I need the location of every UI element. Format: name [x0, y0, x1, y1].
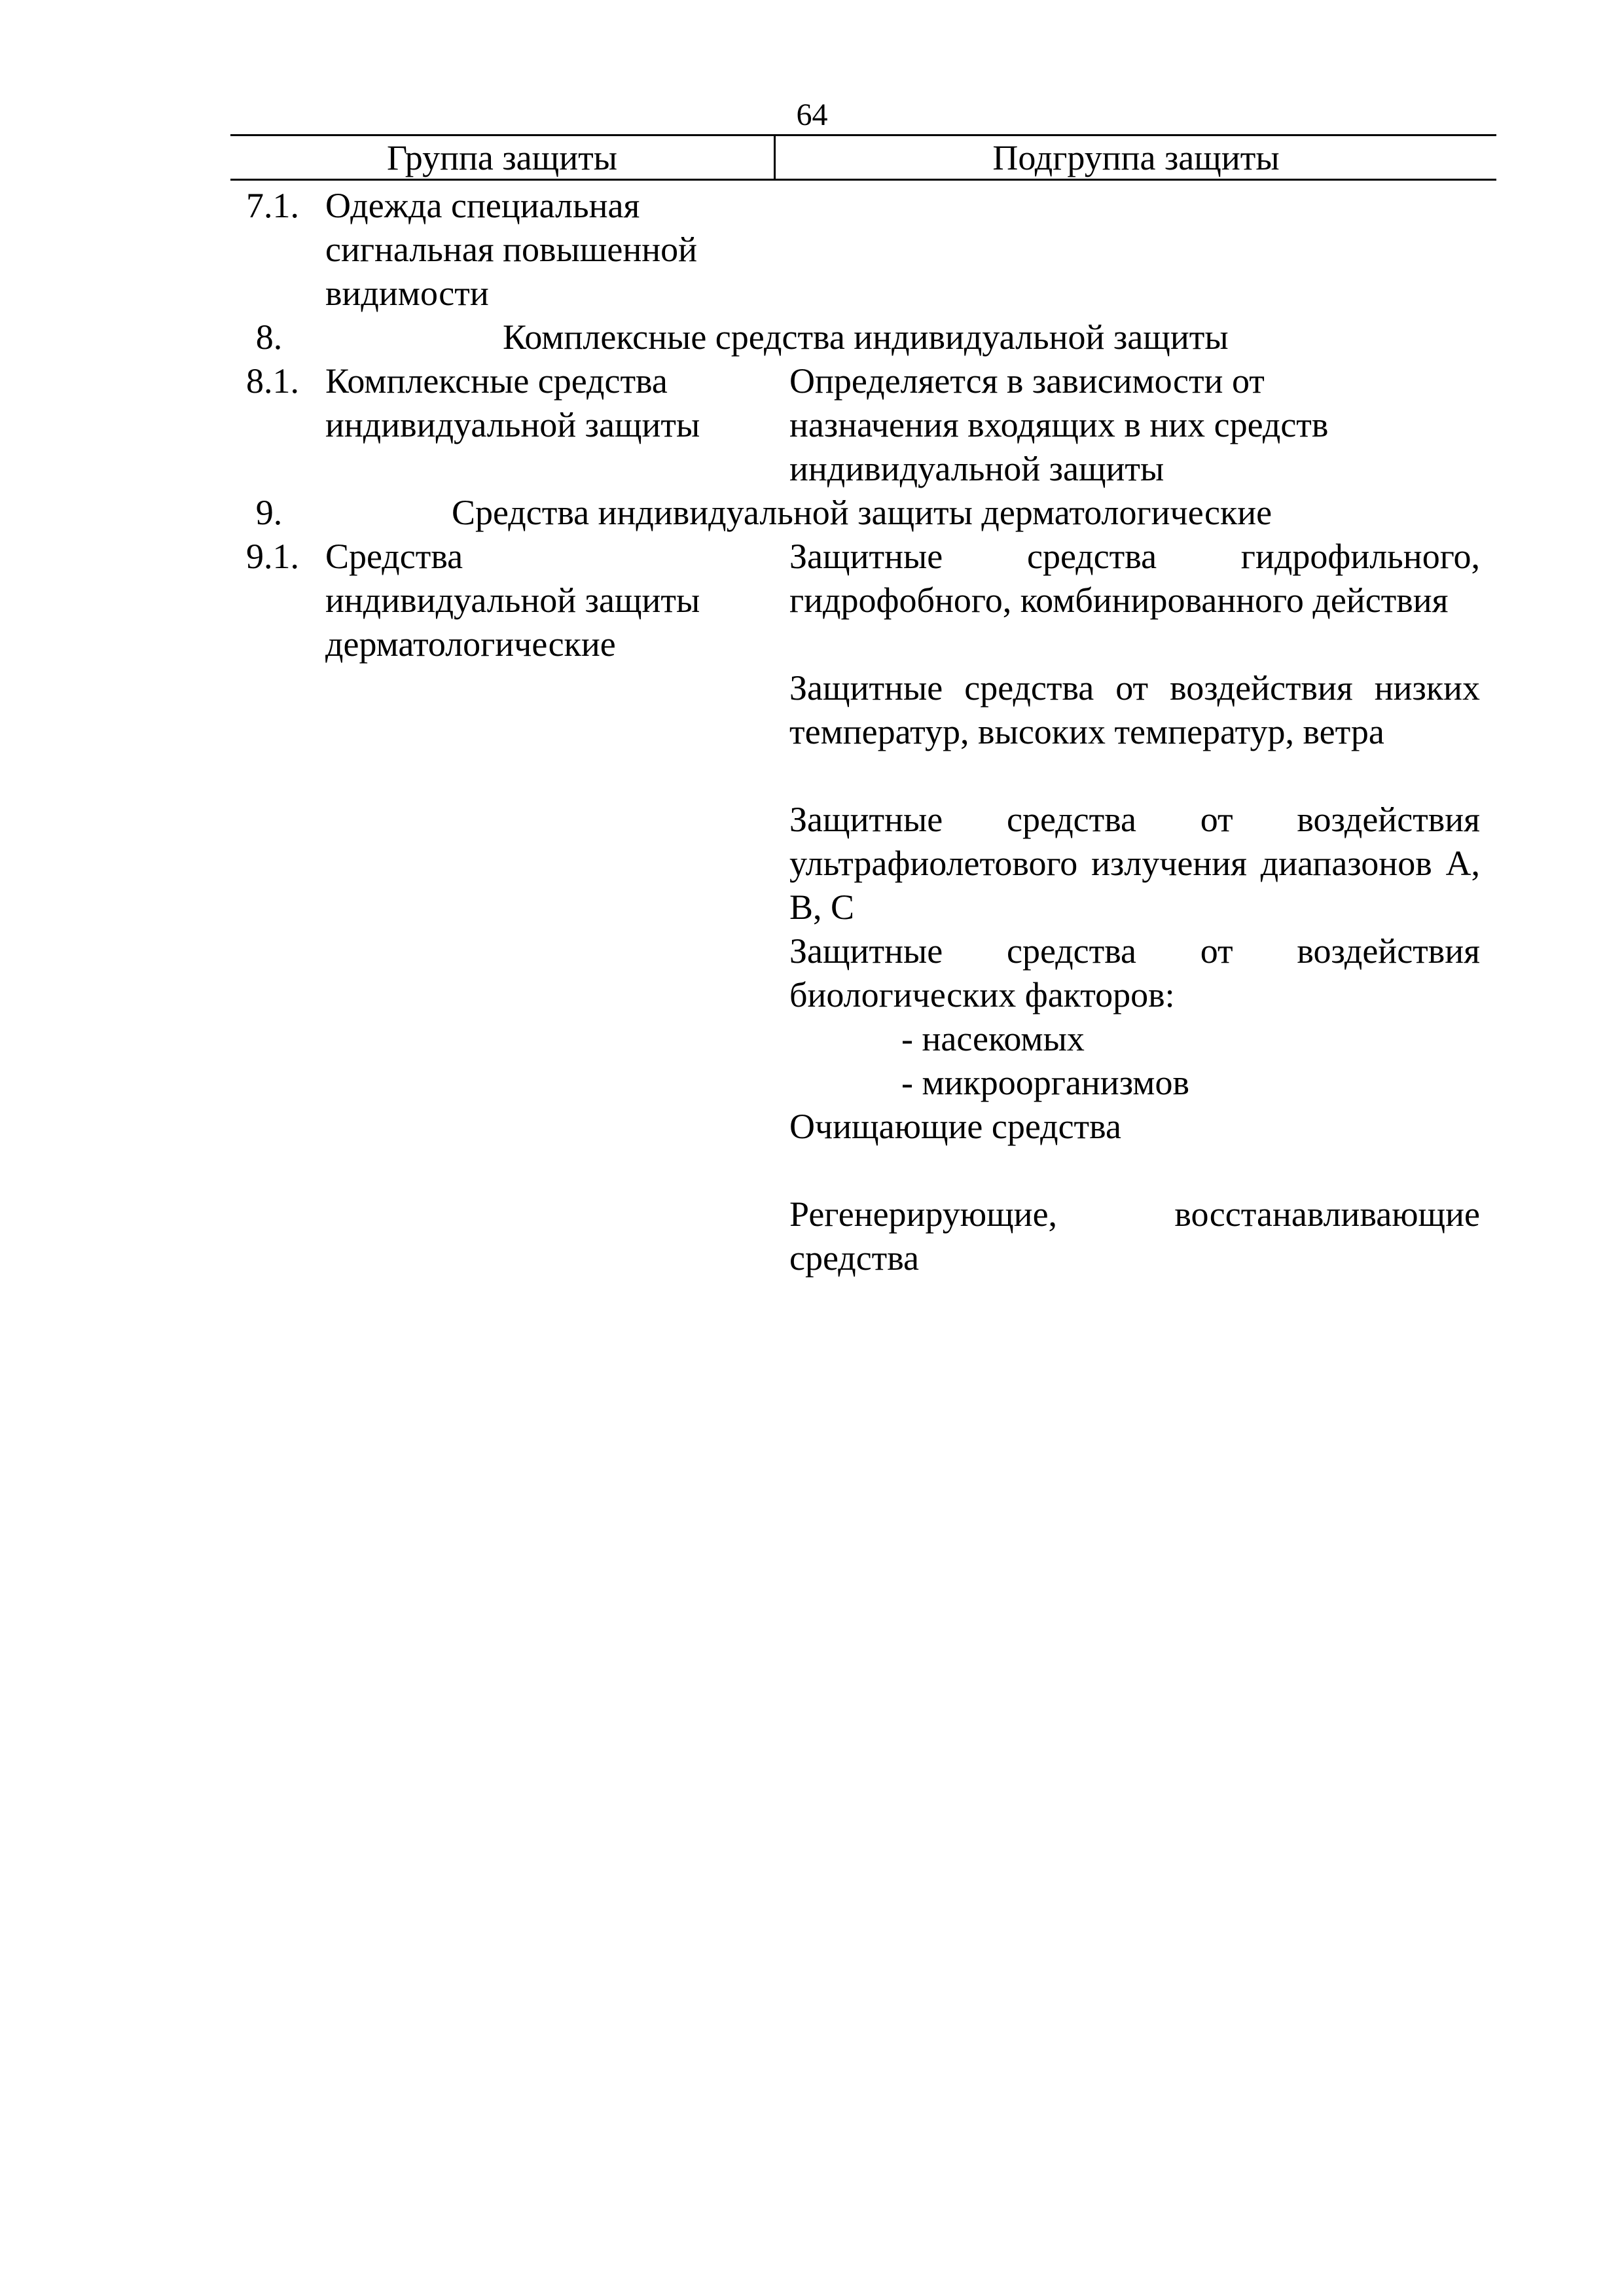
row-7-1-group-line-1: Одежда специальная [325, 186, 640, 225]
page-number: 64 [796, 98, 828, 132]
row-8-1-group-line-2: индивидуальной защиты [325, 405, 700, 444]
row-9-1-group-line-3: дерматологические [325, 624, 616, 664]
row-9-1-number: 9.1. [246, 537, 299, 576]
header-subgroup-protection: Подгруппа защиты [992, 138, 1280, 177]
bullet-insects: - насекомых [901, 1019, 1085, 1058]
row-8-number: 8. [255, 317, 283, 357]
row-9-title: Средства индивидуальной защиты дерматологические [452, 493, 1272, 532]
row-9-number: 9. [255, 493, 283, 532]
row-7-1-number: 7.1. [246, 186, 299, 225]
header-group-protection: Группа защиты [386, 138, 618, 177]
subgroup-hydrophilic-hydrophobic: Защитные средства гидрофильного, гидрофобного, комбинированного действия [789, 537, 1480, 620]
subgroup-cleaning: Очищающие средства [789, 1107, 1121, 1146]
row-8-1-number: 8.1. [246, 361, 299, 401]
subgroup-regenerating: Регенерирующие, восстанавливающие средства [789, 1194, 1480, 1278]
row-7-1-group-line-2: сигнальная повышенной [325, 230, 698, 269]
row-7-1-group-line-3: видимости [325, 274, 489, 313]
row-8-1-group-line-1: Комплексные средства [325, 361, 668, 401]
table-header-rule [230, 179, 1496, 181]
row-8-title: Комплексные средства индивидуальной защиты [503, 317, 1229, 357]
row-8-1-subgroup-line-2: назначения входящих в них средств [789, 405, 1329, 444]
row-9-1-group-line-1: Средства [325, 537, 463, 576]
subgroup-biological-factors: Защитные средства от воздействия биологических факторов: [789, 931, 1480, 1014]
row-9-1-group-line-2: индивидуальной защиты [325, 581, 700, 620]
row-8-1-subgroup-line-1: Определяется в зависимости от [789, 361, 1265, 401]
subgroup-low-high-temperature-wind: Защитные средства от воздействия низких температур, высоких температур, ветра [789, 668, 1480, 751]
bullet-microorganisms: - микроорганизмов [901, 1063, 1189, 1102]
subgroup-ultraviolet: Защитные средства от воздействия ультрафиолетового излучения диапазонов А, В, С [789, 800, 1480, 927]
table-top-rule [230, 134, 1496, 136]
row-8-1-subgroup-line-3: индивидуальной защиты [789, 449, 1164, 488]
